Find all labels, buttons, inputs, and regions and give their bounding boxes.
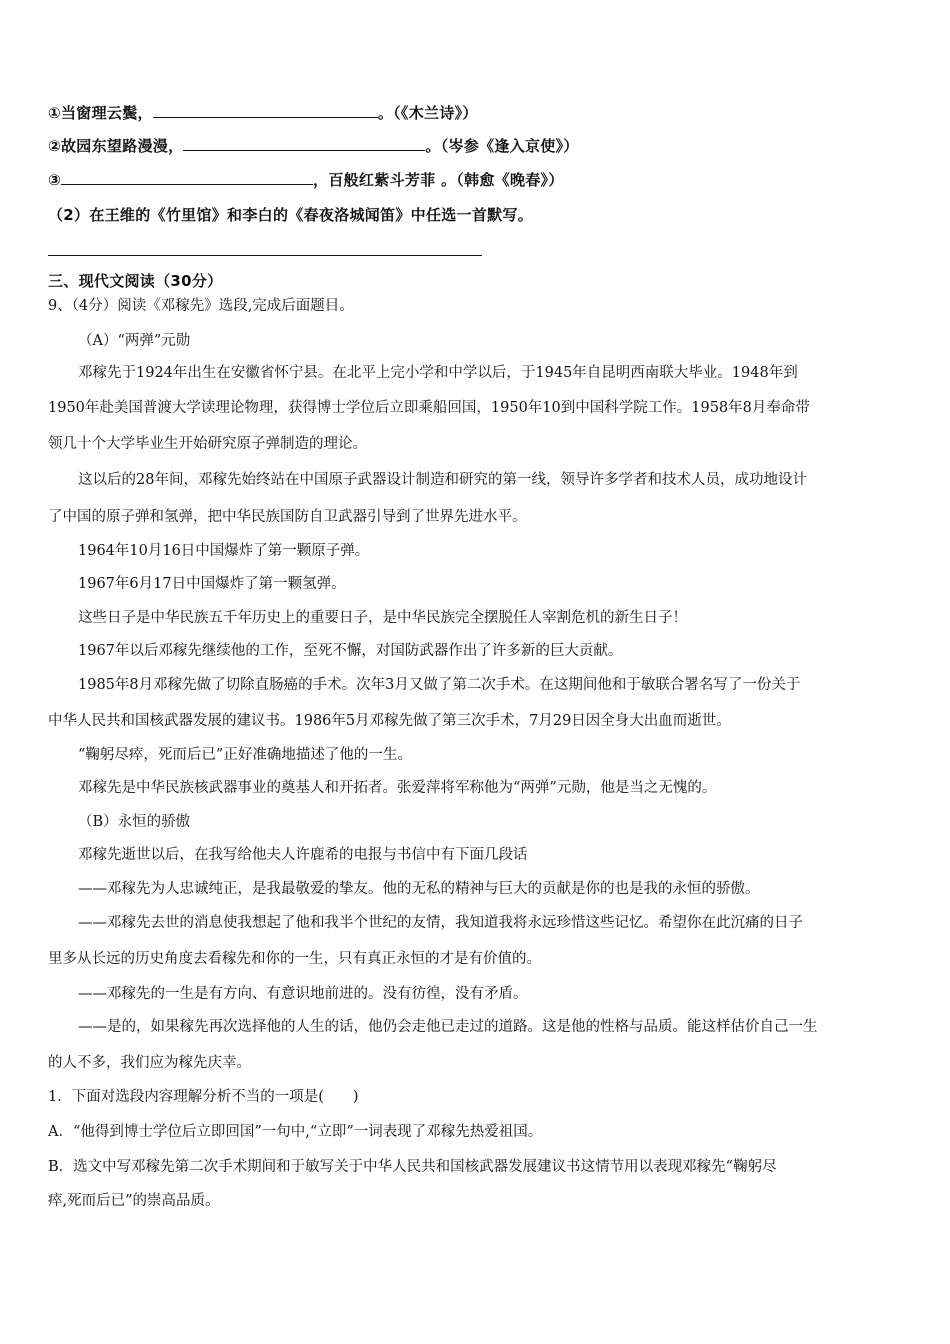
fill-in-2-suffix: 。（岑参《逢入京使》） — [425, 137, 579, 155]
part-a-line: 1967年6月17日中国爆炸了第一颗氢弹。 — [78, 576, 346, 592]
fill-in-line-3 — [48, 170, 564, 190]
part-a-line: “鞠躬尽瘁，死而后已”正好准确地描述了他的一生。 — [78, 747, 412, 763]
fill-in-2-prefix: ②故园东望路漫漫， — [48, 137, 184, 155]
part-b-line: ——邓稼先的一生是有方向、有意识地前进的。没有彷徨，没有矛盾。 — [78, 986, 528, 1002]
part-a-line: 邓稼先于1924年出生在安徽省怀宁县。在北平上完小学和中学以后，于1945年自昆明西南联大毕业。1948年到 — [78, 365, 798, 381]
section-heading: 三、现代文阅读（30分） — [48, 272, 223, 290]
answer-blank-3[interactable] — [61, 170, 313, 185]
part-a-line: 1950年赴美国普渡大学读理论物理，获得博士学位后立即乘船回国，1950年10到中国科学院工作。1958年8月奉命带 — [48, 400, 810, 416]
part-a-line: 邓稼先是中华民族核武器事业的奠基人和开拓者。张爱萍将军称他为“两弹”元勋，他是当之无愧的。 — [78, 780, 717, 796]
fill-in-3-suffix: ，百般红紫斗芳菲 。（韩愈《晚春》） — [313, 171, 564, 189]
fill-in-1-prefix: ①当窗理云鬓， — [48, 104, 153, 122]
part-b-line: 里多从长远的历史角度去看稼先和你的一生，只有真正永恒的才是有价值的。 — [48, 951, 541, 967]
answer-blank-2[interactable] — [183, 136, 425, 151]
option-a[interactable]: A．“他得到博士学位后立即回国”一句中,“立即”一词表现了邓稼先热爱祖国。 — [48, 1124, 543, 1140]
part-a-line: 这些日子是中华民族五千年历史上的重要日子，是中华民族完全摆脱任人宰割危机的新生日子！ — [78, 610, 687, 626]
fill-in-question-2: （2）在王维的《竹里馆》和李白的《春夜洛城闻笛》中任选一首默写。 — [48, 206, 534, 224]
part-a-line: 1964年10月16日中国爆炸了第一颗原子弹。 — [78, 543, 370, 559]
part-b-line: ——是的，如果稼先再次选择他的人生的话，他仍会走他已走过的道路。这是他的性格与品质。能这样估价自己一生 — [78, 1019, 818, 1035]
part-a-line: 1967年以后邓稼先继续他的工作，至死不懈，对国防武器作出了许多新的巨大贡献。 — [78, 643, 623, 659]
part-b-title: （B）永恒的骄傲 — [78, 814, 191, 830]
fill-in-line-2 — [48, 136, 579, 156]
option-b[interactable]: B．选文中写邓稼先第二次手术期间和于敏写关于中华人民共和国核武器发展建议书这情节用以表现邓稼先“鞠躬尽 — [48, 1159, 777, 1175]
fill-in-line-1 — [48, 103, 478, 123]
fill-in-3-prefix: ③ — [48, 171, 62, 189]
part-a-line: 了中国的原子弹和氢弹，把中华民族国防自卫武器引导到了世界先进水平。 — [48, 509, 527, 525]
part-a-line: 领几十个大学毕业生开始研究原子弹制造的理论。 — [48, 436, 367, 452]
part-a-line: 1985年8月邓稼先做了切除直肠癌的手术。次年3月又做了第二次手术。在这期间他和于敏联合署名写了一份关于 — [78, 677, 801, 693]
answer-blank-1[interactable] — [153, 103, 378, 118]
part-b-line: ——邓稼先为人忠诚纯正，是我最敬爱的挚友。他的无私的精神与巨大的贡献是你的也是我的永恒的骄傲。 — [78, 881, 760, 897]
part-b-line: 的人不多，我们应为稼先庆幸。 — [48, 1055, 251, 1071]
part-b-line: 邓稼先逝世以后，在我写给他夫人许鹿希的电报与书信中有下面几段话 — [78, 847, 528, 863]
fill-in-1-suffix: 。（《木兰诗》） — [377, 104, 478, 122]
part-a-line: 这以后的28年间，邓稼先始终站在中国原子武器设计制造和研究的第一线，领导许多学者和技术人员，成功地设计 — [78, 472, 807, 488]
option-b-continued: 瘁,死而后已”的崇高品质。 — [48, 1193, 220, 1209]
part-a-title: （A）“两弹”元勋 — [78, 333, 191, 349]
question-intro: 9、（4分）阅读《邓稼先》选段,完成后面题目。 — [48, 298, 354, 314]
part-b-line: ——邓稼先去世的消息使我想起了他和我半个世纪的友情，我知道我将永远珍惜这些记忆。希望你在此沉痛的日子 — [78, 915, 803, 931]
answer-blank-4[interactable] — [48, 255, 482, 256]
sub-question-1: 1．下面对选段内容理解分析不当的一项是( ) — [48, 1089, 359, 1105]
part-a-line: 中华人民共和国核武器发展的建议书。1986年5月邓稼先做了第三次手术，7月29日因全身大出血而逝世。 — [48, 713, 731, 729]
